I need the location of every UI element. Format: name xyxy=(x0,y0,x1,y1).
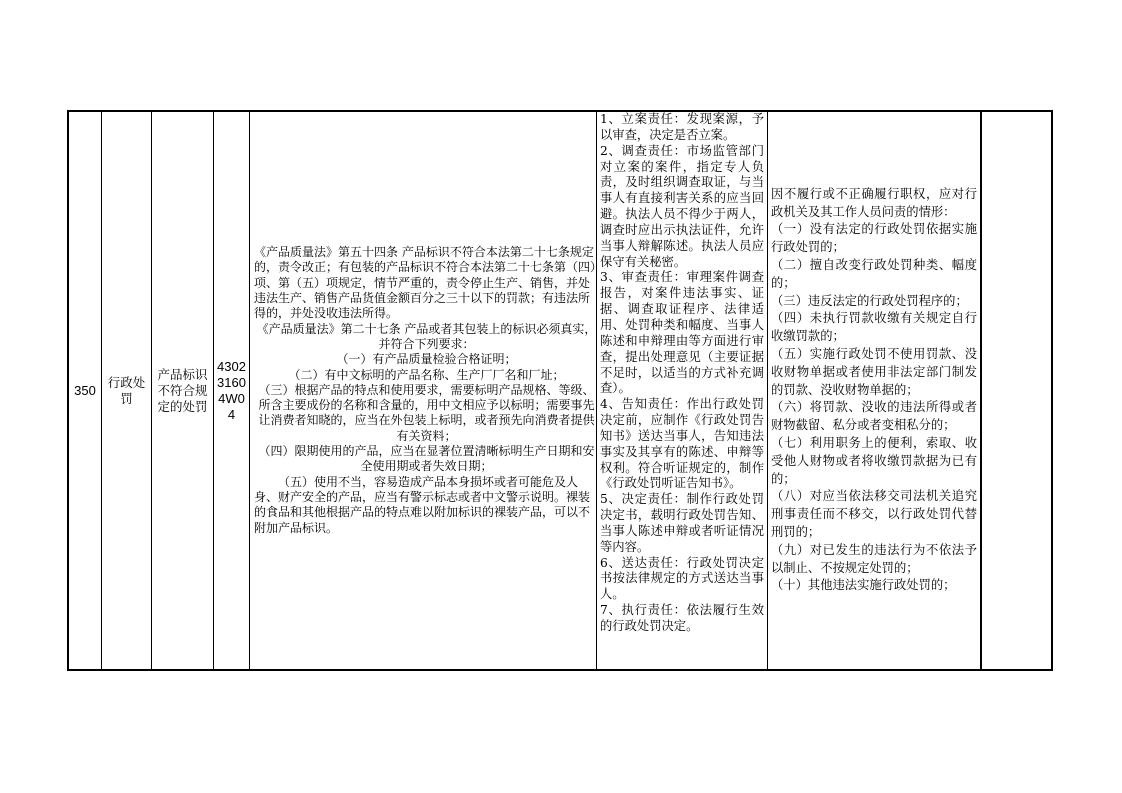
basis-paragraph: （四）限期使用的产品，应当在显著位置清晰标明生产日期和安全使用期或者失效日期； xyxy=(258,444,595,474)
table-row xyxy=(67,110,1053,671)
category-text: 行政处罚 xyxy=(107,374,146,406)
seq-cell xyxy=(67,110,101,671)
responsibility-item: 6、送达责任：行政处罚决定书按法律规定的方式送达当事人。 xyxy=(600,555,764,602)
category-cell xyxy=(101,110,151,671)
responsibility-item: 1、立案责任：发现案源，予以审查，决定是否立案。 xyxy=(600,112,764,142)
responsibility-cell xyxy=(596,110,767,671)
item-name-cell xyxy=(151,110,213,671)
accountability-item: （七）利用职务上的便利，索取、收受他人财物或者将收缴罚款据为已有的； xyxy=(771,435,977,486)
code-line: 4302 xyxy=(217,358,246,374)
code-line: 3160 xyxy=(217,374,246,390)
accountability-item: （五）实施行政处罚不使用罚款、没收财物单据或者使用非法定部门制发的罚款、没收财物单据的； xyxy=(771,347,977,397)
responsibility-item: 3、审查责任：审理案件调查报告，对案件违法事实、证据、调查取证程序、法律适用、处罚种类和幅度、当事人陈述和申辩理由等方面进行审查，提出处理意见（主要证据不足时，以适当的方式补充调查）。 xyxy=(600,270,764,396)
accountability-item: （二）擅自改变行政处罚种类、幅度的； xyxy=(771,258,977,290)
responsibility-item: 7、执行责任：依法履行生效的行政处罚决定。 xyxy=(600,603,764,633)
accountability-item: （十）其他违法实施行政处罚的； xyxy=(771,578,956,593)
basis-paragraph: 《产品质量法》第二十七条 产品或者其包装上的标识必须真实，并符合下列要求： xyxy=(256,321,597,351)
basis-paragraph: （五）使用不当，容易造成产品本身损坏或者可能危及人身、财产安全的产品，应当有警示标志或者中文警示说明。裸装的食品和其他根据产品的特点难以附加标识的裸装产品，可以不附加产品标识。 xyxy=(254,474,591,535)
responsibility-item: 4、告知责任：作出行政处罚决定前，应制作《行政处罚告知书》送达当事人，告知违法事实及其享有的陈述、申辩等权利。符合听证规定的，制作《行政处罚听证告知书》。 xyxy=(600,397,764,491)
code-line: 4 xyxy=(227,406,236,422)
accountability-item: （三）违反法定的行政处罚程序的； xyxy=(771,293,968,308)
item-name-text: 产品标识不符合规定的处罚 xyxy=(157,366,208,414)
accountability-item: （四）未执行罚款收缴有关规定自行收缴罚款的； xyxy=(771,311,977,344)
basis-cell xyxy=(249,110,603,671)
accountability-item: （一）没有法定的行政处罚依据实施行政处罚的； xyxy=(771,222,977,255)
basis-paragraph: （一）有产品质量检验合格证明； xyxy=(336,352,517,367)
remark-cell xyxy=(980,110,1053,671)
accountability-item: （六）将罚款、没收的违法所得或者财物截留、私分或者变相私分的； xyxy=(771,400,977,433)
code-cell xyxy=(213,110,249,671)
seq-number: 350 xyxy=(74,383,96,398)
accountability-item: （八）对应当依法移交司法机关追究刑事责任而不移交，以行政处罚代替刑罚的； xyxy=(771,489,977,539)
basis-paragraph: （三）根据产品的特点和使用要求，需要标明产品规格、等级、所含主要成份的名称和含量的，用中文相应予以标明；需要事先让消费者知晓的，应当在外包装上标明，或者预先向消费者提供有关资料； xyxy=(258,382,595,443)
accountability-cell xyxy=(767,110,980,671)
responsibility-item: 2、调查责任：市场监管部门对立案的案件，指定专人负责，及时组织调查取证，与当事人有直接利害关系的应当回避。执法人员不得少于两人，调查时应出示执法证件，允许当事人辩解陈述。执法人员应保守有关秘密。 xyxy=(600,143,764,269)
accountability-item: 因不履行或不正确履行职权，应对行政机关及其工作人员问责的情形： xyxy=(771,186,977,219)
responsibility-item: 5、决定责任：制作行政处罚决定书，载明行政处罚告知、当事人陈述申辩或者听证情况等内容。 xyxy=(600,492,764,554)
basis-paragraph: （二）有中文标明的产品名称、生产厂厂名和厂址； xyxy=(288,367,565,382)
basis-paragraph: 《产品质量法》第五十四条 产品标识不符合本法第二十七条规定的，责令改正；有包装的产品标识不符合本法第二十七条第（四）项、第（五）项规定，情节严重的，责令停止生产、销售，并处违法生产、销售产品货值金额百分之三十以下的罚款；有违法所得的，并处没收违法所得。 xyxy=(254,245,597,321)
code-line: 4W0 xyxy=(218,390,245,406)
accountability-item: （九）对已发生的违法行为不依法予以制止、不按规定处罚的； xyxy=(771,542,977,575)
